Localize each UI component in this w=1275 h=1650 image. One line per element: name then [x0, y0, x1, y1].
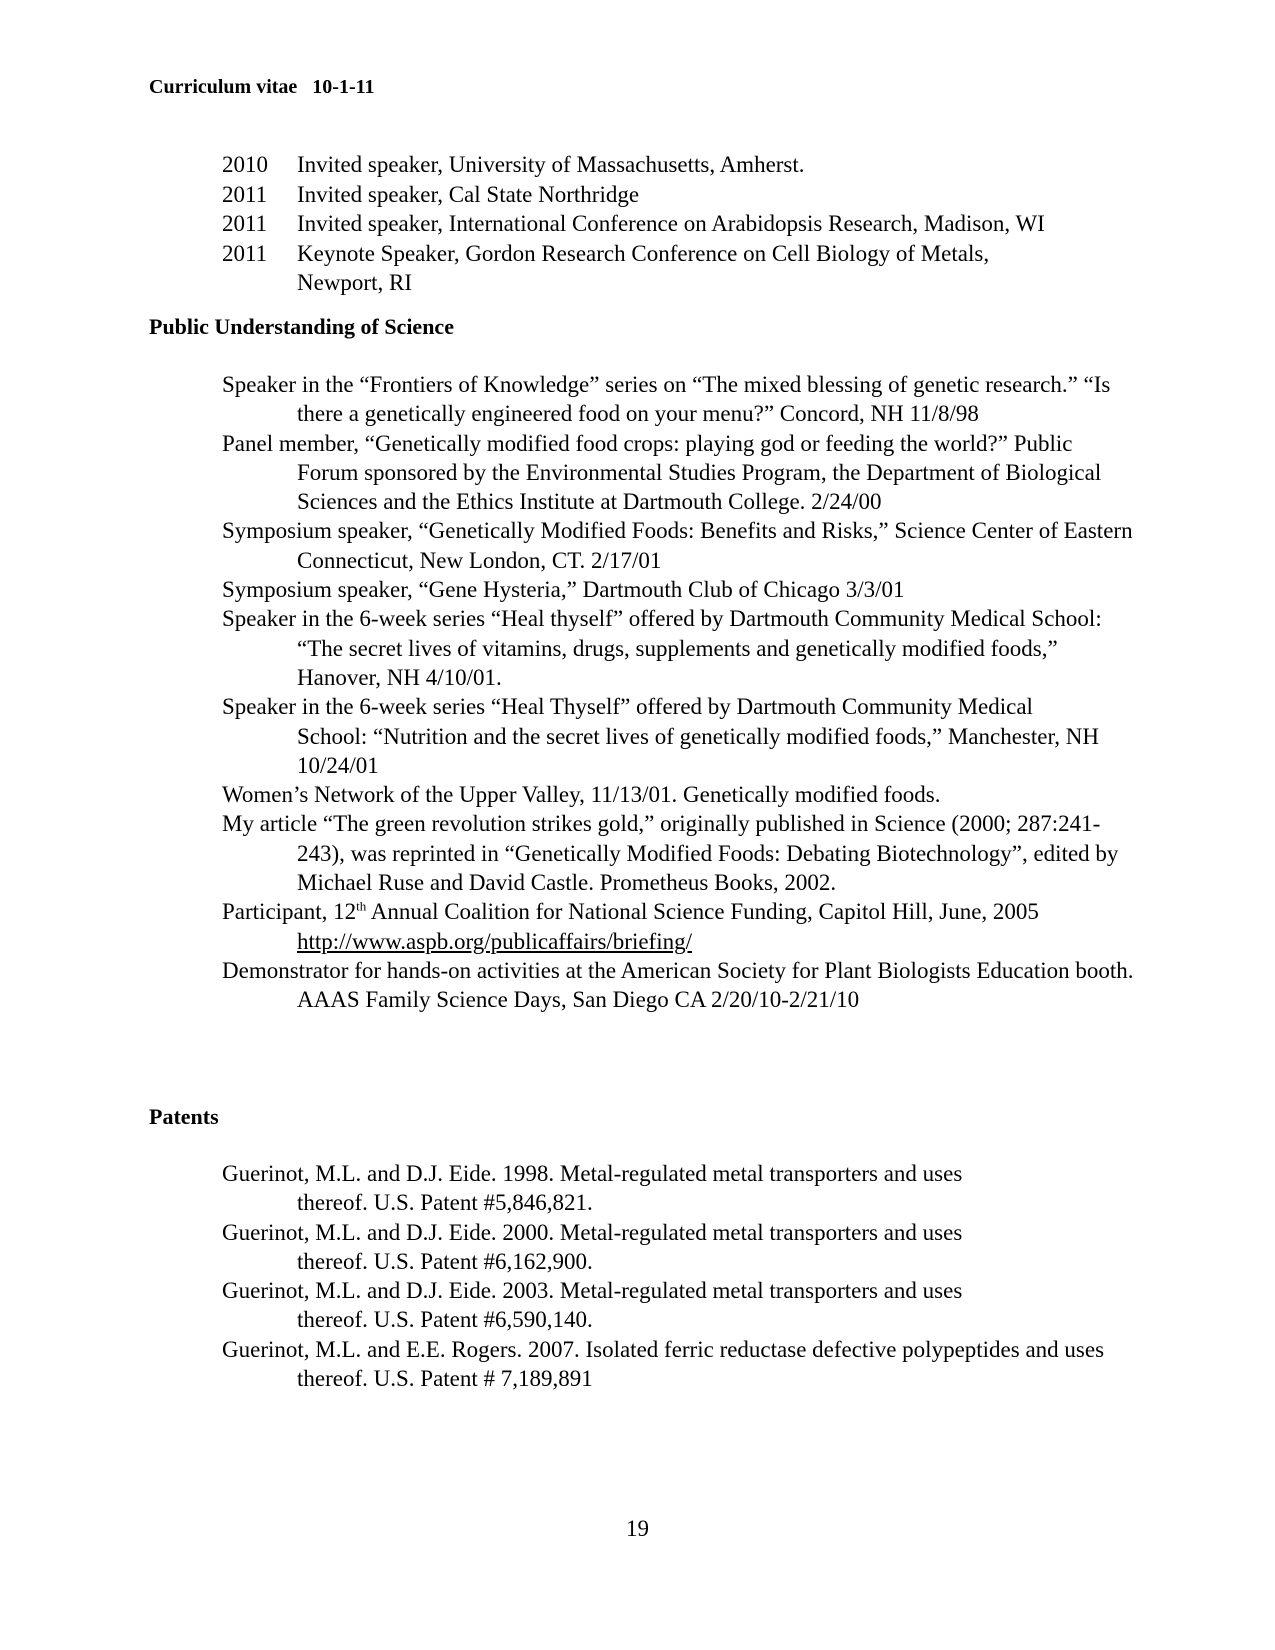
list-item: Speaker in the 6-week series “Heal thyself” offered by Dartmouth Community Medical School: “The secret lives of vitamins, drugs, supplements and genetically modified foods,” Hanover, NH 4/10/01.	[222, 606, 1102, 690]
list-item: Demonstrator for hands-on activities at the American Society for Plant Biologists Education booth. AAAS Family Science Days, San Diego CA 2/20/10-2/21/10	[222, 957, 1134, 1013]
patents-list	[222, 1159, 1147, 1393]
invited-talks-list	[222, 150, 1162, 298]
talk-text: Keynote Speaker, Gordon Research Conference on Cell Biology of Metals, Newport, RI	[297, 240, 990, 295]
patent-item: Guerinot, M.L. and D.J. Eide. 2000. Metal-regulated metal transporters and uses thereof. U.S. Patent #6,162,900.	[222, 1219, 963, 1274]
patent-item: Guerinot, M.L. and D.J. Eide. 2003. Metal-regulated metal transporters and uses thereof. U.S. Patent #6,590,140.	[222, 1278, 963, 1333]
list-item: My article “The green revolution strikes gold,” originally published in Science (2000; 287:241-243), was reprinted in “Genetically Modified Foods: Debating Biotechnology”, edited by Michael Ruse and David Castle. Prometheus Books, 2002.	[222, 811, 1119, 896]
talk-text: Invited speaker, University of Massachusetts, Amherst.	[297, 152, 805, 177]
public-understanding-heading: Public Understanding of Science	[149, 314, 454, 339]
list-item: Panel member, “Genetically modified food crops: playing god or feeding the world?” Public Forum sponsored by the Environmental Studies Program, the Department of Biological Sciences and the Ethics Institute at Dartmouth College. 2/24/00	[222, 430, 1102, 515]
talk-year: 2011	[222, 181, 268, 207]
talk-item	[222, 239, 1162, 298]
list-item: Speaker in the 6-week series “Heal Thyself” offered by Dartmouth Community Medical School: “Nutrition and the secret lives of genetically modified foods,” Manchester, NH 10/24/01	[222, 694, 1099, 778]
list-item: Speaker in the “Frontiers of Knowledge” series on “The mixed blessing of genetic research.” “Is there a genetically engineered food on your menu?” Concord, NH 11/8/98	[222, 372, 1111, 427]
patent-item: Guerinot, M.L. and D.J. Eide. 1998. Metal-regulated metal transporters and uses thereof. U.S. Patent #5,846,821.	[222, 1161, 963, 1216]
participant-text: Participant, 12	[222, 899, 357, 925]
talk-item	[222, 180, 1162, 210]
cv-header: Curriculum vitae 10-1-11	[149, 76, 375, 98]
talk-year: 2011	[222, 240, 268, 266]
list-item: Symposium speaker, “Gene Hysteria,” Dartmouth Club of Chicago 3/3/01	[222, 577, 905, 603]
talk-year: 2010	[222, 152, 268, 177]
talk-text: Invited speaker, International Conference on Arabidopsis Research, Madison, WI	[297, 211, 1045, 236]
list-item: Women’s Network of the Upper Valley, 11/13/01. Genetically modified foods.	[222, 782, 941, 808]
list-item	[222, 897, 1275, 956]
public-understanding-list	[222, 370, 1147, 1015]
talk-text: Invited speaker, Cal State Northridge	[297, 181, 640, 207]
patent-item: Guerinot, M.L. and E.E. Rogers. 2007. Isolated ferric reductase defective polypeptides and uses thereof. U.S. Patent # 7,189,891	[222, 1336, 1105, 1392]
talk-item	[222, 150, 1162, 180]
patents-heading: Patents	[149, 1104, 219, 1129]
briefing-link[interactable]: http://www.aspb.org/publicaffairs/briefing/	[297, 928, 692, 954]
talk-item	[222, 209, 1162, 239]
list-item: Symposium speaker, “Genetically Modified Foods: Benefits and Risks,” Science Center of Eastern Connecticut, New London, CT. 2/17/01	[222, 518, 1133, 573]
participant-text-rest: Annual Coalition for National Science Funding, Capitol Hill, June, 2005	[366, 899, 1039, 925]
page-number: 19	[626, 1516, 649, 1541]
talk-year: 2011	[222, 211, 268, 236]
ordinal-suffix: th	[356, 898, 367, 914]
